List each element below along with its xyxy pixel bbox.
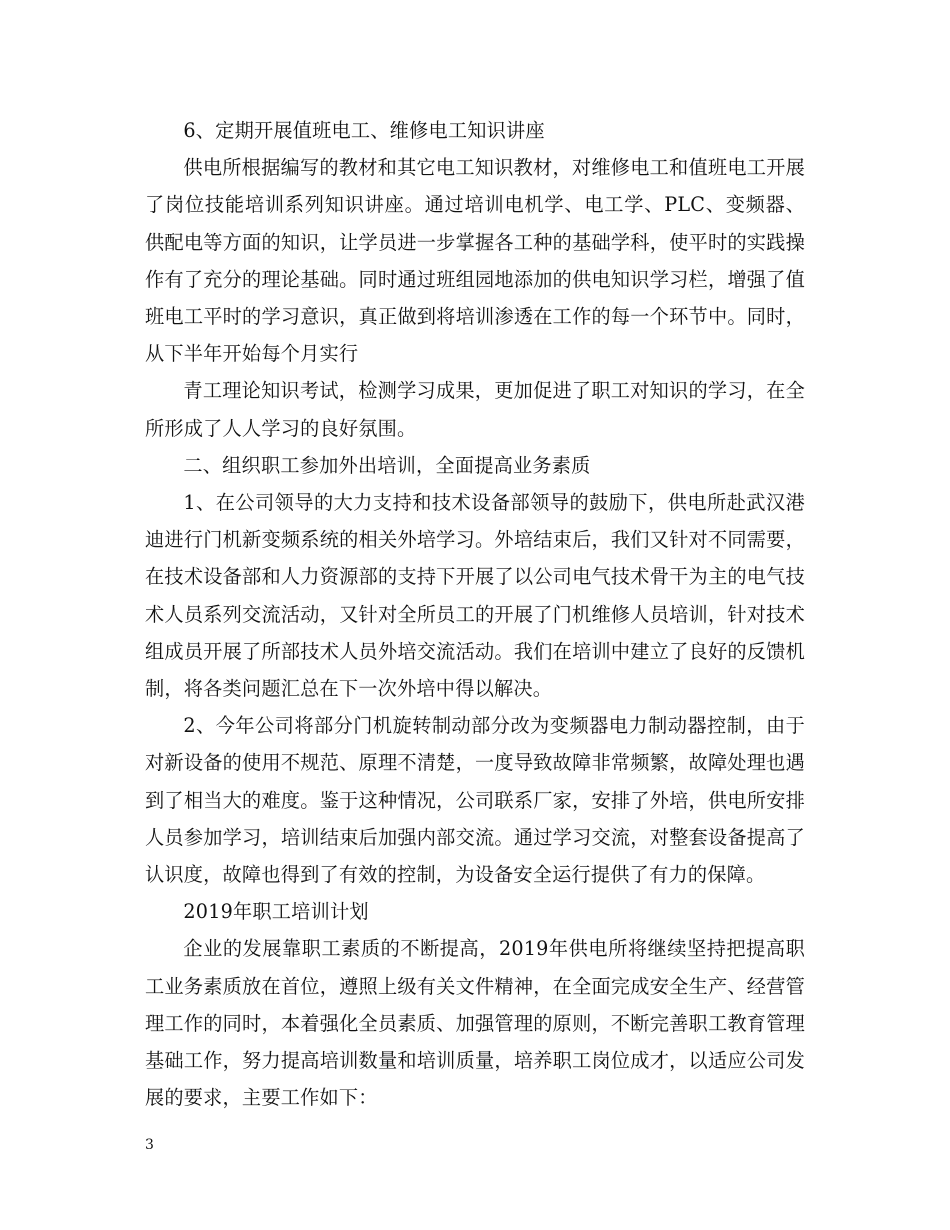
paragraph-plan-intro: 企业的发展靠职工素质的不断提高，2019年供电所将继续坚持把提高职工业务素质放在首位，遵照上级有关文件精神，在全面完成安全生产、经营管理工作的同时，本着强化全员素质、加强管理的原则，不断完善职工教育管理基础工作，努力提高培训数量和培训质量，培养职工岗位成才，以适应公司发展的要求，主要工作如下： [145,937,805,1110]
section-heading-lectures: 6、定期开展值班电工、维修电工知识讲座 [183,119,545,142]
page-number: 3 [145,1137,154,1153]
paragraph-exam: 青工理论知识考试，检测学习成果，更加促进了职工对知识的学习，在全所形成了人人学习的良好氛围。 [145,379,805,440]
section-heading-plan: 2019年职工培训计划 [183,900,369,924]
paragraph-item-1: 1、在公司领导的大力支持和技术设备部领导的鼓励下，供电所赴武汉港迪进行门机新变频系统的相关外培学习。外培结束后，我们又针对不同需要，在技术设备部和人力资源部的支持下开展了以公司电气技术骨干为主的电气技术人员系列交流活动，又针对全所员工的开展了门机维修人员培训，针对技术组成员开展了所部技术人员外培交流活动。我们在培训中建立了良好的反馈机制，将各类问题汇总在下一次外培中得以解决。 [145,491,805,701]
section-heading-external-training: 二、组织职工参加外出培训，全面提高业务素质 [183,453,591,477]
paragraph-lectures-body: 供电所根据编写的教材和其它电工知识教材，对维修电工和值班电工开展了岗位技能培训系列知识讲座。通过培训电机学、电工学、PLC、变频器、供配电等方面的知识，让学员进一步掌握各工种的基础学科，使平时的实践操作有了充分的理论基础。同时通过班组园地添加的供电知识学习栏，增强了值班电工平时的学习意识，真正做到将培训渗透在工作的每一个环节中。同时，从下半年开始每个月实行 [145,156,805,366]
paragraph-item-2: 2、今年公司将部分门机旋转制动部分改为变频器电力制动器控制，由于对新设备的使用不规范、原理不清楚，一度导致故障非常频繁，故障处理也遇到了相当大的难度。鉴于这种情况，公司联系厂家，安排了外培，供电所安排人员参加学习，培训结束后加强内部交流。通过学习交流，对整套设备提高了认识度，故障也得到了有效的控制，为设备安全运行提供了有力的保障。 [145,714,805,887]
document-body [145,112,805,1116]
